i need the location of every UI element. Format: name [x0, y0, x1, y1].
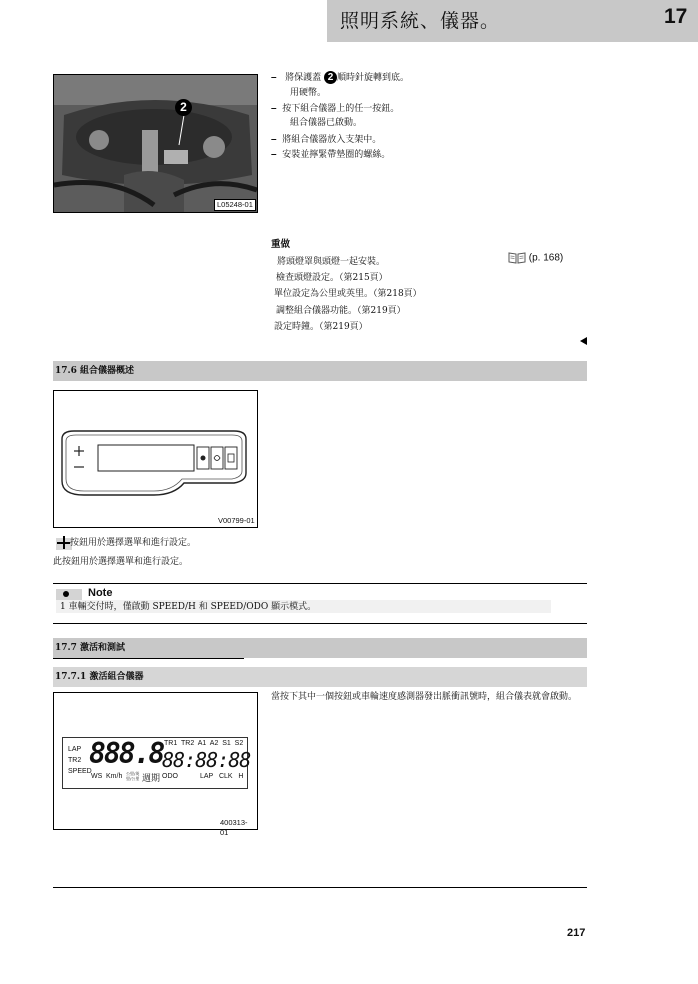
note-title: Note: [88, 587, 113, 599]
plus-icon: [57, 536, 70, 549]
lcd-ws: WS: [91, 773, 103, 780]
note-bottom-rule: [53, 623, 587, 624]
section-heading-17-6: 17.6 組合儀器概述: [53, 361, 587, 381]
photo-illustration: [54, 75, 257, 212]
photo-label: L05248-01: [214, 199, 256, 211]
lcd-clock-digits: 88:88:88: [162, 748, 251, 772]
lcd-units: 公里/英 里/公里: [126, 771, 140, 781]
rework-item: 將頭燈罩與頭燈一起安裝。: [277, 257, 386, 267]
step-4: – 安裝並擰緊帶墊圈的螺絲。: [271, 149, 391, 160]
note-bullet-icon: [63, 591, 69, 597]
plus-button-description: 按鈕用於選擇選單和進行設定。: [57, 536, 196, 550]
lcd-top-row: TR1 TR2 A1 A2 S1 S2: [164, 740, 244, 747]
step-3: – 將組合儀器放入支架中。: [271, 134, 382, 145]
figure-label: V00799-01: [218, 516, 255, 525]
lcd-cycle: 週期: [142, 774, 161, 784]
lcd-speed-digits: 888.8: [89, 737, 164, 770]
note-text: 1 車輛交付時，僅啟動 SPEED/H 和 SPEED/ODO 顯示模式。: [60, 602, 317, 612]
step-2: – 按下組合儀器上的任一按鈕。: [271, 103, 400, 114]
step-1: – 將保護蓋 2 順時針旋轉到底。: [271, 72, 410, 83]
cluster-outline-drawing: [54, 391, 257, 527]
step-2-result: 組合儀器已啟動。: [290, 118, 363, 128]
rework-title: 重做: [271, 239, 291, 250]
figure-label: 400313-01: [220, 818, 248, 837]
lcd-bottom-right: LAP CLK H: [200, 773, 244, 780]
chapter-title: 照明系統、儀器。: [340, 10, 501, 32]
step-1-hint: 用硬幣。: [290, 88, 327, 98]
rework-item: 設定時鐘。（第219頁）: [274, 322, 368, 332]
photo-callout: 2: [175, 97, 192, 116]
rework-item: 調整組合儀器功能。（第219頁）: [276, 306, 406, 316]
activation-description: 當按下其中一個按鈕或車輪速度感測器發出脈衝訊號時，組合儀表就會啟動。: [271, 692, 578, 702]
chapter-number: 17: [664, 5, 688, 28]
lcd-display-figure: [53, 692, 258, 837]
page-reference[interactable]: (p. 168): [508, 252, 563, 264]
lcd-kmh: Km/h: [106, 773, 123, 780]
step-callout: 2: [324, 71, 337, 84]
page-number: 217: [567, 927, 586, 939]
end-marker-icon: [580, 337, 587, 345]
lcd-left-labels: LAP TR2 SPEED: [68, 746, 92, 775]
section-heading-17-7-1: 17.7.1 激活組合儀器: [53, 667, 587, 687]
book-icon: [508, 252, 526, 264]
instrument-cluster-photo: [53, 74, 258, 213]
note-top-rule: [53, 583, 587, 584]
section-rule: [53, 658, 244, 659]
lcd-odo: ODO: [162, 773, 178, 780]
rework-item: 單位設定為公里或英里。（第218頁）: [274, 289, 422, 299]
rework-item: 檢查頭燈設定。（第215頁）: [276, 273, 388, 283]
section-heading-17-7: 17.7 激活和測試: [53, 638, 587, 658]
footer-rule: [53, 887, 587, 888]
instrument-overview-figure: [53, 390, 258, 528]
button-description: 此按鈕用於選擇選單和進行設定。: [53, 557, 189, 567]
